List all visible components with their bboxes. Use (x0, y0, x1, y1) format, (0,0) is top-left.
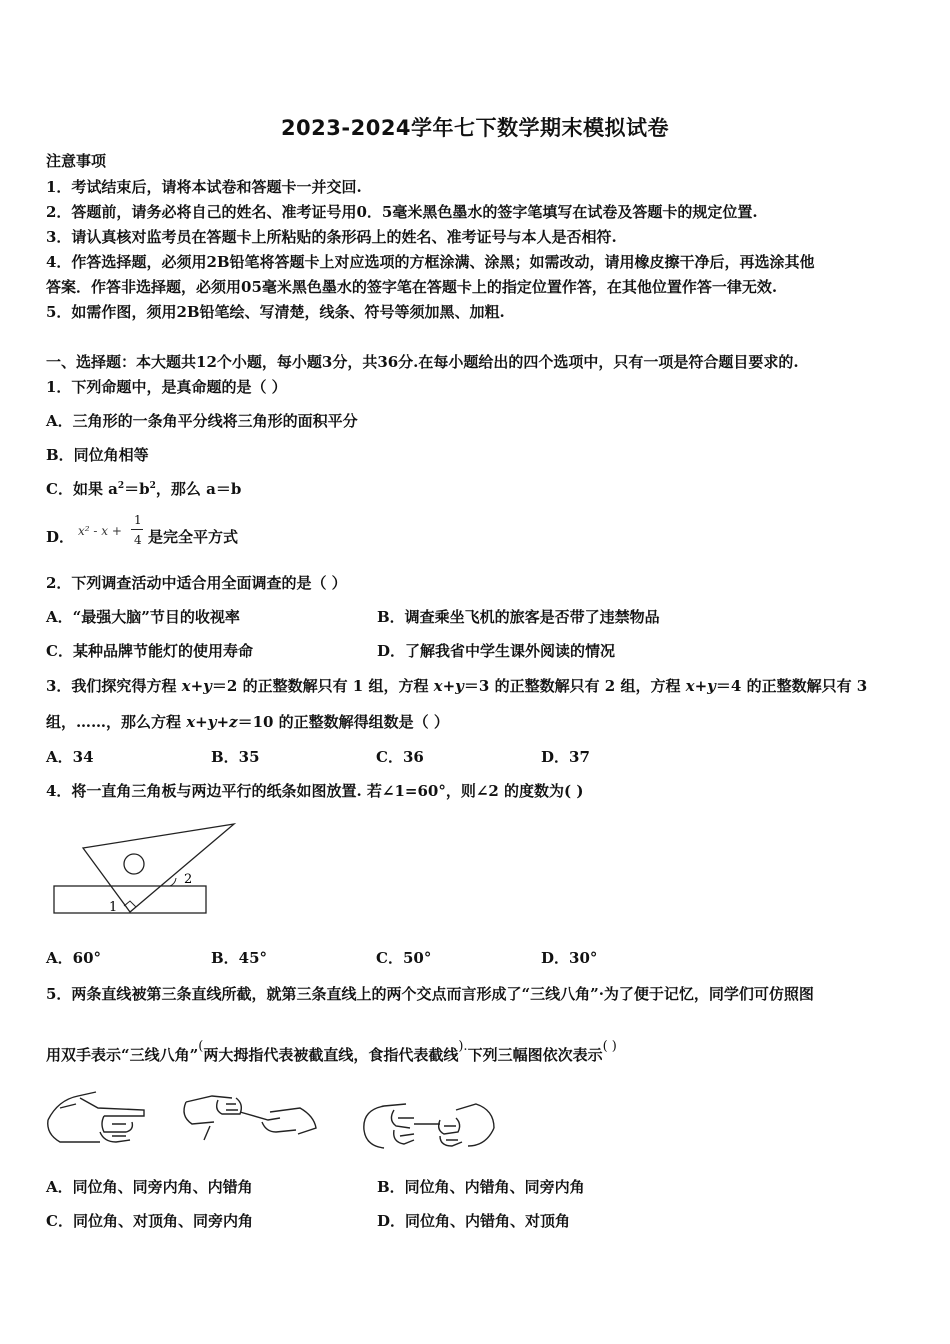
q2-option-b: B．调查乘坐飞机的旅客是否带了违禁物品 (377, 608, 660, 626)
hand-gesture-3 (364, 1104, 494, 1148)
q3-option-d: D．37 (541, 748, 590, 766)
q5-option-c: C．同位角、对顶角、同旁内角 (46, 1212, 253, 1230)
question-4-stem: 4．将一直角三角板与两边平行的纸条如图放置. 若∠1=60°，则∠2 的度数为( ) (46, 782, 584, 800)
q2-option-d: D．了解我省中学生课外阅读的情况 (377, 642, 616, 660)
q3-option-b: B．35 (211, 748, 260, 766)
angle-1-label: 1 (109, 900, 118, 915)
notice-item: 5．如需作图，须用2B铅笔绘、写清楚，线条、符号等须加黑、加粗. (46, 303, 505, 321)
q5-option-a: A．同位角、同旁内角、内错角 (46, 1178, 253, 1196)
page-title: 2023-2024学年七下数学期末模拟试卷 (280, 116, 670, 140)
notice-item: 1．考试结束后，请将本试卷和答题卡一并交回. (46, 178, 362, 196)
q5-option-d: D．同位角、内错角、对顶角 (377, 1212, 571, 1230)
q1-option-d-label: D． (46, 528, 75, 546)
section-heading: 一、选择题：本大题共12个小题，每小题3分，共36分.在每小题给出的四个选项中，只有一项是符合题目要求的. (46, 353, 799, 371)
question-1-stem: 1．下列命题中，是真命题的是（ ） (46, 378, 287, 396)
q4-option-c: C．50° (376, 949, 432, 967)
question-2-stem: 2．下列调查活动中适合用全面调查的是（ ） (46, 574, 347, 592)
q2-option-c: C．某种品牌节能灯的使用寿命 (46, 642, 253, 660)
q1-option-a: A．三角形的一条角平分线将三角形的面积平分 (46, 412, 358, 430)
notice-item: 4．作答选择题，必须用2B铅笔将答题卡上对应选项的方框涂满、涂黑；如需改动，请用橡皮擦干净后，再选涂其他 (46, 253, 815, 271)
notice-item: 答案．作答非选择题，必须用05毫米黑色墨水的签字笔在答题卡上的指定位置作答，在其他位置作答一律无效. (46, 278, 778, 296)
q2-option-a: A．“最强大脑”节目的收视率 (46, 608, 240, 626)
q5-option-b: B．同位角、内错角、同旁内角 (377, 1178, 585, 1196)
notice-item: 2．答题前，请务必将自己的姓名、准考证号用0．5毫米黑色墨水的签字笔填写在试卷及答题卡的规定位置. (46, 203, 758, 221)
q1-fraction-numerator: 1 (134, 513, 142, 527)
q4-option-b: B．45° (211, 949, 268, 967)
question-3-stem-line1: 3．我们探究得方程 x+y＝2 的正整数解只有 1 组，方程 x+y＝3 的正整数解只有 2 组，方程 x+y＝4 的正整数解只有 3 (46, 677, 868, 695)
q3-option-a: A．34 (46, 748, 94, 766)
question-5-stem-line2: 用双手表示“三线八角”(两大拇指代表被截直线，食指代表截线).下列三幅图依次表示( ) (46, 1039, 617, 1064)
q1-option-b: B．同位角相等 (46, 446, 149, 464)
hand-gesture-2 (184, 1096, 316, 1140)
q1-option-d-expression: x² - x + (78, 524, 122, 538)
question-3-stem-line2: 组，……，那么方程 x+y+z＝10 的正整数解得组数是（ ） (46, 713, 449, 731)
q4-option-a: A．60° (46, 949, 102, 967)
angle-2-label: 2 (184, 872, 193, 887)
notice-item: 3．请认真核对监考员在答题卡上所粘贴的条形码上的姓名、准考证号与本人是否相符. (46, 228, 617, 246)
q1-option-d-text: 是完全平方式 (148, 528, 239, 546)
q1-fraction-denominator: 4 (134, 533, 142, 547)
hand-gesture-1 (48, 1092, 144, 1142)
q4-option-d: D．30° (541, 949, 598, 967)
notice-heading: 注意事项 (46, 152, 107, 170)
question-5-stem-line1: 5．两条直线被第三条直线所截，就第三条直线上的两个交点而言形成了“三线八角”·为了便于记忆，同学们可仿照图 (46, 985, 814, 1003)
q1-option-c: C．如果 $a^2=b^2$，那么 a＝b (46, 480, 242, 498)
q3-option-c: C．36 (376, 748, 424, 766)
